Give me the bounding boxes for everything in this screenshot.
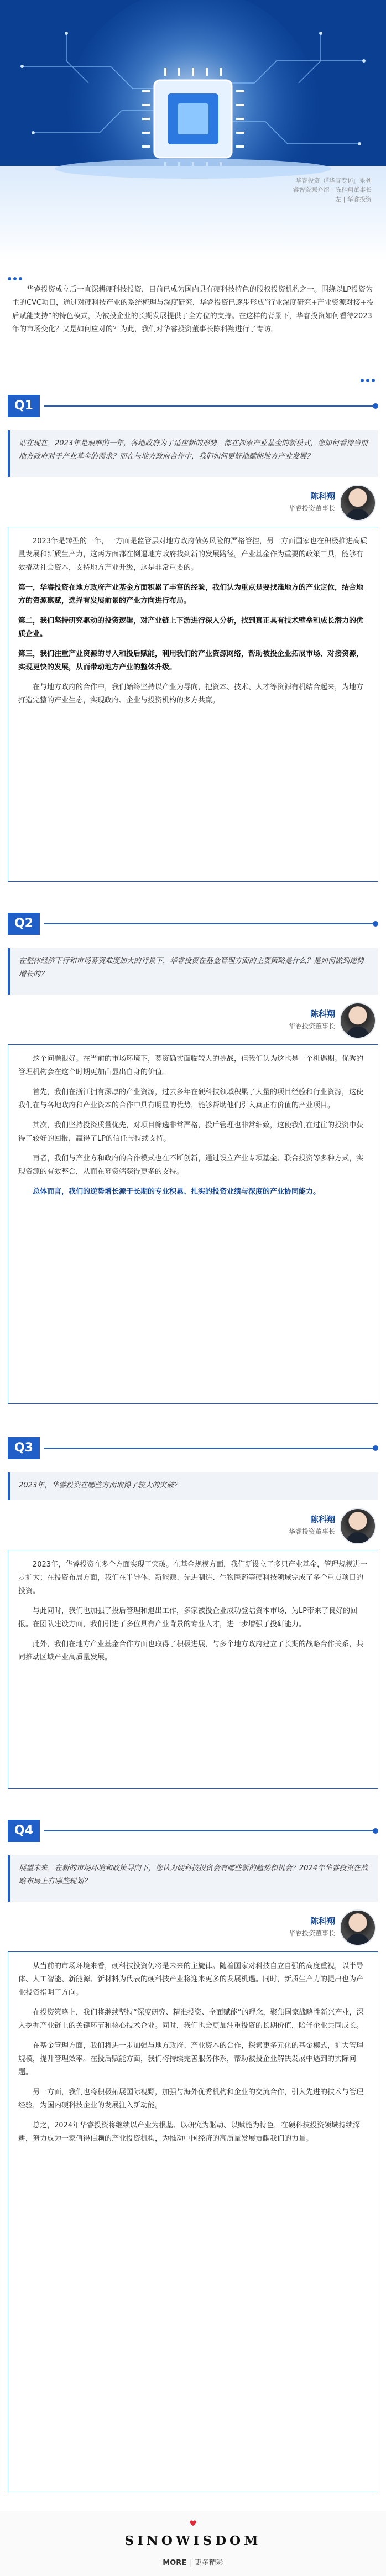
- intro-paragraph: 华睿投资成立后一直深耕硬科技投资，目前已成为国内具有硬科技特色的股权投资机构之一。围绕以LP投资为主的CVC项目，通过对硬科技产业的系统梳理与深度研究，华睿投资已逐步形成“行业深度研究+产业资源对接+投后赋能支持”的特色模式，为被投企业的长期发展提供了全方位的支持。在这样的背景下，华睿投资如何看待2023年的市场变化？又是如何应对的？为此，我们对华睿投资董事长陈科翔进行了专访。: [12, 285, 374, 334]
- decoration-dots: [361, 374, 386, 382]
- answer-paragraph: 在与地方政府的合作中，我们始终坚持以产业为导向，把资本、技术、人才等资源有机结合起来，为地方打造完整的产业生态，实现政府、企业与投资机构的多方共赢。: [18, 683, 364, 705]
- brand-logo-text: SINOWISDOM: [124, 2533, 262, 2548]
- q1-question: 站在现在，2023年是艰难的一年，各地政府为了适应新的形势，都在探索产业基金的新模式，您如何看待当前地方政府对于产业基金的需求？而在与地方政府合作中，我们如何更好地赋能地方产业发展？: [8, 430, 378, 477]
- q4-header: [0, 1812, 386, 1851]
- answer-paragraph: 首先，我们在浙江拥有深厚的产业资源，过去多年在硬科技领域积累了大量的项目经验和行业资源，这使我们在与各地政府和产业资本的合作中具有明显的优势，能够帮助他们引入真正有价值的产业项目。: [18, 1088, 364, 1110]
- speaker-title: 华睿投资董事长: [288, 1022, 335, 1030]
- q3-question: 2023年，华睿投资在哪些方面取得了较大的突破？: [8, 1472, 378, 1500]
- answer-paragraph: 从当前的市场环境来看，硬科技投资仍将是未来的主旋律。随着国家对科技自立自强的高度重视，以半导体、人工智能、新能源、新材料为代表的硬科技产业将迎来更多的发展机遇。同时，新质生产力的提出也为产业投资指明了方向。: [18, 1962, 364, 1997]
- q2-question: 在整体经济下行和市场募资难度加大的背景下，华睿投资在基金管理方面的主要策略是什么？是如何做到逆势增长的？: [8, 948, 378, 995]
- answer-paragraph: 其次，我们坚持投资质量优先，对项目筛选非常严格，投后管理也非常细致，这使我们在过往的投资中获得了较好的回报，赢得了LP的信任与持续支持。: [18, 1121, 364, 1143]
- answer-paragraph: 第一，华睿投资在地方政府产业基金方面积累了丰富的经验，我们认为重点是要找准地方的产业定位，结合地方的资源禀赋，选择有发展前景的产业方向进行布局。: [18, 584, 364, 605]
- more-prefix: MORE: [163, 2559, 187, 2567]
- answer-paragraph: 总体而言，我们的逆势增长源于长期的专业积累、扎实的投资业绩与深度的产业协同能力。: [33, 1188, 321, 1196]
- more-link[interactable]: [0, 2557, 386, 2567]
- caption-line: 左 | 华睿投资: [335, 196, 372, 203]
- divider-dot: [373, 1445, 378, 1451]
- divider-dot: [373, 1828, 378, 1834]
- answer-paragraph: 第二，我们坚持研究驱动的投资逻辑，对产业链上下游进行深入分析，找到真正具有技术壁垒和成长潜力的优质企业。: [18, 617, 364, 638]
- speaker-title: 华睿投资董事长: [288, 504, 335, 512]
- q3-speaker: [210, 1508, 376, 1543]
- q3-label: Q3: [8, 1437, 40, 1459]
- speaker-name: 陈科翔: [310, 491, 335, 501]
- answer-paragraph: 2023年，华睿投资在多个方面实现了突破。在基金规模方面，我们新设立了多只产业基金，管理规模进一步扩大；在投资布局方面，我们在半导体、新能源、先进制造、生物医药等硬科技领域完成了多个重点项目的投资。: [18, 1560, 368, 1595]
- heart-icon: [189, 2519, 197, 2527]
- hero-caption: [189, 176, 372, 204]
- divider-line: [44, 405, 378, 407]
- divider-dot: [373, 921, 378, 927]
- q3-answer: [8, 1550, 378, 1789]
- q2-header: [0, 905, 386, 944]
- answer-paragraph: 2023年是转型的一年，一方面是监管层对地方政府债务风险的严格管控，另一方面国家也在积极推进高质量发展和新质生产力，这两方面都在倒逼地方政府找到新的发展路径。产业基金作为重要的政策工具，能够有效撬动社会资本，支持地方产业升级，这是非常重要的。: [18, 537, 368, 572]
- footer: [0, 2511, 386, 2576]
- answer-paragraph: 另一方面，我们也将积极拓展国际视野，加强与海外优秀机构和企业的交流合作，引入先进的技术与管理经验，为国内硬科技企业的发展注入新动能。: [18, 2088, 364, 2110]
- speaker-name: 陈科翔: [310, 1009, 335, 1019]
- q1-header: [0, 387, 386, 426]
- answer-paragraph: 在投资策略上，我们将继续坚持“深度研究、精准投资、全面赋能”的理念，聚焦国家战略性新兴产业，深入挖掘产业链上的关键环节和核心技术企业。同时，我们也会更加注重投资的长期价值，陪伴企业共同成长。: [18, 2008, 364, 2030]
- decoration-dots: [8, 272, 33, 280]
- q2-label: Q2: [8, 913, 40, 935]
- q4-answer: [8, 1951, 378, 2492]
- speaker-name: 陈科翔: [310, 1916, 335, 1926]
- intro-section: [12, 283, 374, 336]
- q1-speaker: [210, 485, 376, 520]
- q4-label: Q4: [8, 1820, 40, 1842]
- answer-paragraph: 这个问题很好。在当前的市场环境下，募资确实面临较大的挑战，但我们认为这也是一个机遇期。优秀的管理机构会在这个时期更加凸显出自身的价值。: [18, 1055, 364, 1076]
- caption-line: 华睿投资（『华睿专访』系列: [295, 177, 372, 184]
- q4-question: 展望未来，在新的市场环境和政策导向下，您认为硬科技投资会有哪些新的趋势和机会？2024年华睿投资在战略布局上有哪些规划？: [8, 1855, 378, 1902]
- divider-line: [44, 923, 378, 924]
- speaker-title: 华睿投资董事长: [288, 1929, 335, 1937]
- q4-speaker: [210, 1909, 376, 1945]
- q1-answer: [8, 527, 378, 882]
- q2-answer: [8, 1044, 378, 1404]
- hero-banner: [0, 0, 386, 260]
- q3-header: [0, 1429, 386, 1468]
- q1-label: Q1: [8, 395, 40, 417]
- speaker-title: 华睿投资董事长: [288, 1528, 335, 1536]
- answer-paragraph: 再者，我们与产业方和政府的合作模式也在不断创新，通过设立产业专项基金、联合投资等多种方式，实现资源的有效整合，从而在募资端获得更多的支持。: [18, 1154, 364, 1176]
- answer-paragraph: 与此同时，我们也加强了投后管理和退出工作，多家被投企业成功登陆资本市场，为LP带来了良好的回报。在团队建设方面，我们引进了多位具有产业背景的专业人才，进一步增强了投研能力。: [18, 1607, 358, 1628]
- caption-line: 睿智资源介绍 · 陈科翔董事长: [293, 186, 372, 194]
- divider-dot: [373, 403, 378, 409]
- more-text: | 更多精彩: [190, 2559, 223, 2567]
- avatar: [340, 1002, 376, 1039]
- divider-line: [44, 1448, 378, 1449]
- answer-paragraph: 此外，我们在地方产业基金合作方面也取得了积极进展，与多个地方政府建立了长期的战略合作关系，共同推动区域产业高质量发展。: [18, 1640, 364, 1662]
- avatar: [340, 485, 376, 521]
- q2-speaker: [210, 1002, 376, 1038]
- avatar: [340, 1508, 376, 1544]
- answer-paragraph: 在基金管理方面，我们将进一步加强与地方政府、产业资本的合作，探索更多元化的基金模式，扩大管理规模，提升管理效率。在投后赋能方面，我们将持续完善服务体系，帮助被投企业解决发展中遇到的实际问题。: [18, 2042, 364, 2077]
- avatar: [340, 1909, 376, 1946]
- speaker-name: 陈科翔: [310, 1515, 335, 1524]
- hero-illustration: [0, 0, 386, 260]
- answer-paragraph: 总之，2024年华睿投资将继续以产业为根基、以研究为驱动、以赋能为特色，在硬科技投资领域持续深耕，努力成为一家值得信赖的产业投资机构，为推动中国经济的高质量发展贡献我们的力量。: [18, 2121, 361, 2143]
- divider-line: [44, 1830, 378, 1831]
- answer-paragraph: 第三，我们注重产业资源的导入和投后赋能，利用我们的产业资源网络，帮助被投企业拓展市场、对接资源，实现更快的发展，从而带动地方产业的整体升级。: [18, 650, 364, 672]
